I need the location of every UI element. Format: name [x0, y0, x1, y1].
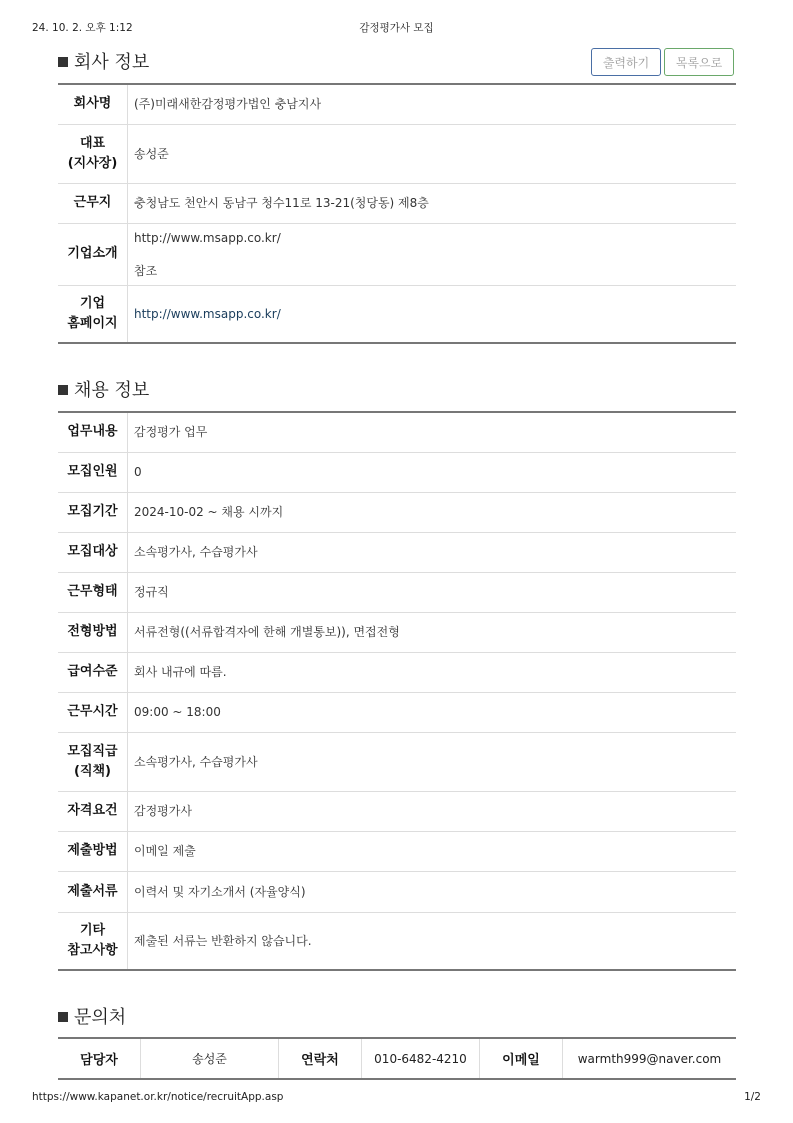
row-label: 제출방법	[58, 831, 128, 871]
table-row	[58, 223, 736, 285]
row-label: 모집대상	[58, 532, 128, 572]
company-name: (주)미래새한감정평가법인 충남지사	[128, 84, 737, 124]
row-value: 정규직	[128, 572, 737, 612]
table-row	[58, 124, 736, 183]
table-row	[58, 652, 736, 692]
company-intro	[128, 223, 737, 285]
section-title-company	[58, 48, 149, 74]
print-title: 감정평가사 모집	[359, 22, 434, 34]
row-value: 이력서 및 자기소개서 (자율양식)	[128, 871, 737, 912]
row-label: 제출서류	[58, 871, 128, 912]
representative: 송성준	[128, 124, 737, 183]
page-url: https://www.kapanet.or.kr/notice/recruitApp.asp	[32, 1091, 284, 1103]
manager-value: 송성준	[141, 1038, 279, 1079]
square-bullet-icon	[58, 1012, 68, 1022]
row-label: 근무형태	[58, 572, 128, 612]
row-label: 업무내용	[58, 412, 128, 452]
table-row	[58, 912, 736, 970]
row-value: 09:00 ~ 18:00	[128, 692, 737, 732]
row-value: 감정평가사	[128, 791, 737, 831]
contact-table	[58, 1037, 736, 1080]
square-bullet-icon	[58, 385, 68, 395]
intro-line: 참조	[134, 263, 158, 278]
intro-line: http://www.msapp.co.kr/	[134, 230, 281, 245]
square-bullet-icon	[58, 57, 68, 67]
table-row	[58, 692, 736, 732]
row-label: 회사명	[58, 84, 128, 124]
row-label: 근무지	[58, 183, 128, 223]
print-date: 24. 10. 2. 오후 1:12	[32, 22, 133, 34]
phone-value: 010-6482-4210	[362, 1038, 480, 1079]
table-row	[58, 831, 736, 871]
row-label	[58, 912, 128, 970]
table-row	[58, 183, 736, 223]
print-header	[32, 20, 761, 36]
table-row	[58, 871, 736, 912]
email-label: 이메일	[480, 1038, 563, 1079]
row-label: 모집인원	[58, 452, 128, 492]
table-row	[58, 732, 736, 791]
row-label-line: (직책)	[74, 763, 111, 779]
row-value: 소속평가사, 수습평가사	[128, 732, 737, 791]
recruit-info-table	[58, 411, 736, 971]
row-value: 2024-10-02 ~ 채용 시까지	[128, 492, 737, 532]
row-value: 소속평가사, 수습평가사	[128, 532, 737, 572]
row-label: 근무시간	[58, 692, 128, 732]
row-value: 제출된 서류는 반환하지 않습니다.	[134, 933, 312, 948]
row-label: 기업소개	[58, 223, 128, 285]
row-label: 급여수준	[58, 652, 128, 692]
phone-label: 연락처	[279, 1038, 362, 1079]
row-label-line: (지사장)	[67, 155, 118, 171]
table-row	[58, 492, 736, 532]
section-title-text: 채용 정보	[74, 380, 150, 401]
row-label: 모집기간	[58, 492, 128, 532]
row-label: 자격요건	[58, 791, 128, 831]
work-location: 충청남도 천안시 동남구 청수11로 13-21(청당동) 제8층	[128, 183, 737, 223]
row-label-line: 기업	[79, 295, 106, 311]
homepage-link[interactable]: http://www.msapp.co.kr/	[134, 306, 281, 321]
manager-label: 담당자	[58, 1038, 141, 1079]
row-value: 0	[128, 452, 737, 492]
row-value: 감정평가 업무	[128, 412, 737, 452]
row-label-line: 참고사항	[67, 942, 118, 958]
section-title-text: 문의처	[74, 1007, 127, 1028]
row-label-line: 홈페이지	[67, 315, 118, 331]
row-value: 회사 내규에 따름.	[128, 652, 737, 692]
section-title-contact	[58, 1003, 126, 1029]
row-label	[58, 285, 128, 343]
section-title-recruit	[58, 376, 149, 402]
homepage-cell	[128, 285, 737, 343]
table-row	[58, 84, 736, 124]
table-row	[58, 285, 736, 343]
row-value: 이메일 제출	[128, 831, 737, 871]
row-label	[58, 732, 128, 791]
email-value: warmth999@naver.com	[577, 1051, 722, 1066]
row-label-line: 모집직급	[67, 743, 118, 759]
list-button[interactable]: 목록으로	[664, 48, 734, 76]
section-title-text: 회사 정보	[74, 52, 150, 73]
row-value: 서류전형((서류합격자에 한해 개별통보)), 면접전형	[128, 612, 737, 652]
row-label	[58, 124, 128, 183]
table-row	[58, 612, 736, 652]
print-button[interactable]: 출력하기	[591, 48, 661, 76]
page-number: 1/2	[744, 1091, 761, 1103]
row-label: 전형방법	[58, 612, 128, 652]
table-row	[58, 452, 736, 492]
table-row	[58, 412, 736, 452]
company-info-table	[58, 83, 736, 344]
table-row	[58, 532, 736, 572]
table-row	[58, 791, 736, 831]
table-row	[58, 572, 736, 612]
row-label-line: 기타	[79, 922, 106, 938]
table-row	[58, 1038, 736, 1079]
row-label-line: 대표	[79, 135, 106, 151]
